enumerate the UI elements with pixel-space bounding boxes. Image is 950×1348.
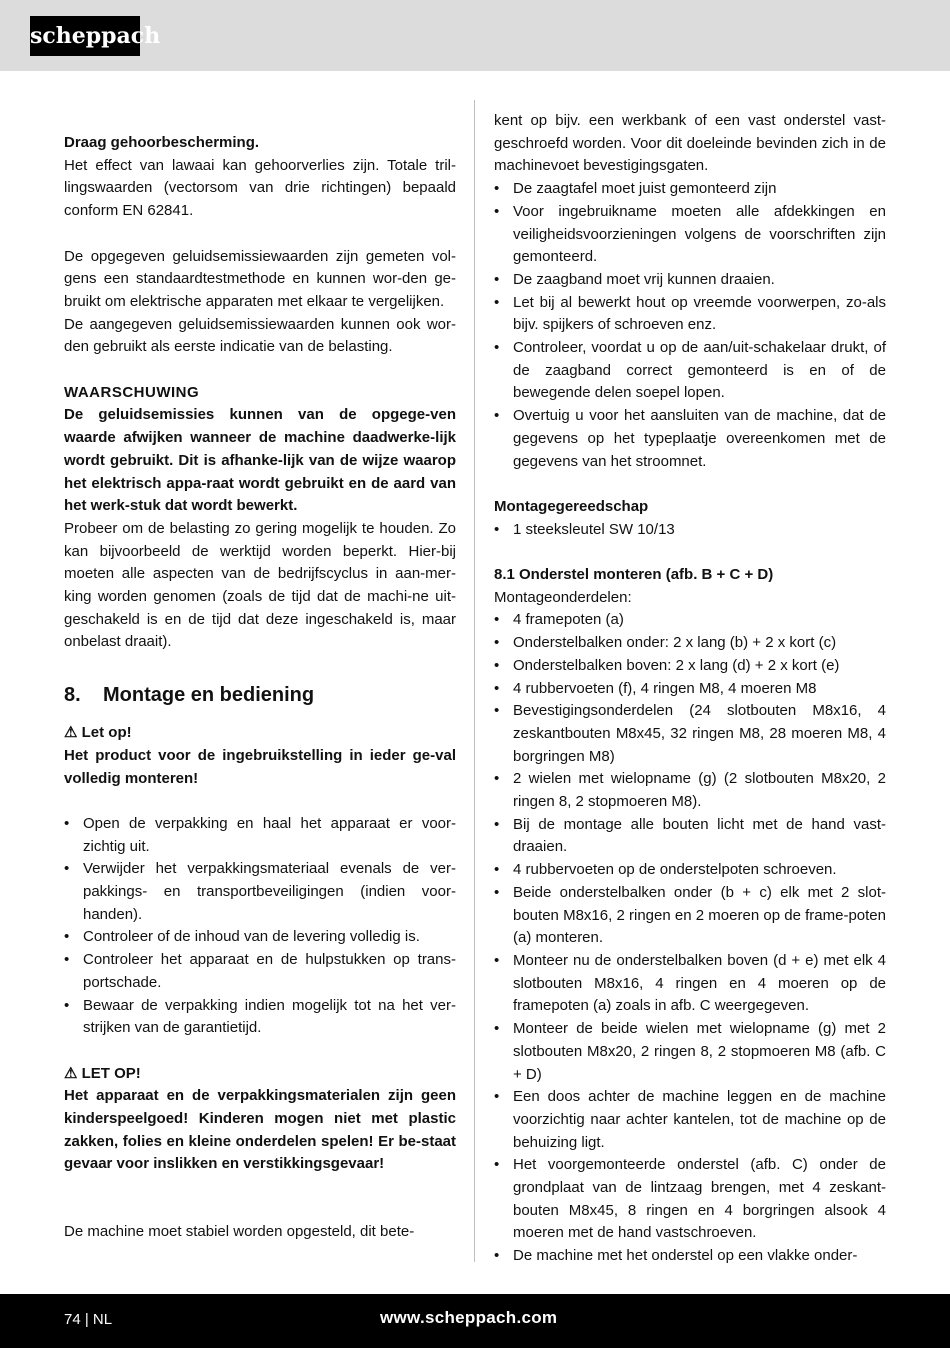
- attention-text-1: Het product voor de ingebruikstelling in ieder ge-val volledig monteren!: [64, 746, 456, 787]
- list-item: • 4 rubbervoeten op de onderstelpoten schroeven.: [494, 859, 886, 882]
- tools-list: [494, 519, 886, 542]
- unpacking-list: [64, 813, 456, 1040]
- list-item: • Beide onderstelbalken onder (b + c) elk met 2 slot-bouten M8x16, 2 ringen en 2 moeren op de frame-poten (a) monteren.: [494, 882, 886, 950]
- list-item: • Controleer, voordat u op de aan/uit-schakelaar drukt, of de zaagband correct gemonteerd is en of de bewegende delen soepel lopen.: [494, 337, 886, 405]
- section-number: 8.: [64, 684, 81, 707]
- list-item: • Controleer het apparaat en de hulpstukken op trans-portschade.: [64, 949, 456, 994]
- list-item: • Let bij al bewerkt hout op vreemde voorwerpen, zo-als bijv. spijkers of schroeven enz.: [494, 292, 886, 337]
- page-header: [0, 0, 950, 71]
- warning-text: Probeer om de belasting zo gering mogelijk te houden. Zo kan bijvoorbeeld de werktijd worden beperkt. Hier-bij moeten alle aspecten van de bedrijfscyclus in aan-mer-king worden genomen (zoals de tijd dat de machi-ne uit-geschakeld is en de tijd dat deze ingeschakeld is, maar onbelast draait).: [64, 519, 456, 651]
- warning-title: WAARSCHUWING: [64, 383, 200, 401]
- right-column: [494, 110, 886, 1268]
- left-column: [64, 132, 456, 1244]
- paragraph-stable-setup: De machine moet stabiel worden opgesteld, dit bete-: [64, 1223, 415, 1241]
- list-item: • Verwijder het verpakkingsmateriaal evenals de ver-pakkings- en transportbeveiligingen (indien voor-handen).: [64, 858, 456, 926]
- attention-title-2: ⚠ LET OP!: [64, 1064, 141, 1082]
- list-item: • Bewaar de verpakking indien mogelijk tot na het ver-strijken van de garantietijd.: [64, 995, 456, 1040]
- parts-label: Montageonderdelen:: [494, 588, 632, 606]
- list-item: • Een doos achter de machine leggen en de machine voorzichtig naar achter kantelen, tot de machine op de behuizing ligt.: [494, 1086, 886, 1154]
- list-item: • 4 framepoten (a): [494, 609, 886, 632]
- safety-checklist: [494, 178, 886, 473]
- paragraph-noise-measured: De opgegeven geluidsemissiewaarden zijn gemeten vol-gens een standaardtestmethode en kunnen wor-den ge-bruikt om elektrische apparaten met elkaar te vergelijken.: [64, 247, 456, 310]
- page-number: 74 | NL: [64, 1311, 113, 1328]
- attention-title-1: ⚠ Let op!: [64, 724, 132, 742]
- list-item: • Voor ingebruikname moeten alle afdekkingen en veiligheidsvoorzieningen volgens de voorschriften zijn gemonteerd.: [494, 201, 886, 269]
- list-item: • De zaagband moet vrij kunnen draaien.: [494, 269, 886, 292]
- warning-bold-text: De geluidsemissies kunnen van de opgege-ven waarde afwijken wanneer de machine daadwerke-lijk wordt gebruikt. Dit is afhanke-lijk van de wijze waarop het elektrisch appa-raat wordt gebruikt en de aard van het werk-stuk dat wordt bewerkt.: [64, 406, 456, 515]
- footer-url: www.scheppach.com: [380, 1308, 558, 1327]
- paragraph-noise-indication: De aangegeven geluidsemissiewaarden kunnen ook wor-den gebruikt als eerste indicatie van de belasting.: [64, 315, 456, 356]
- section-heading: [64, 682, 456, 708]
- page-footer: [0, 1294, 950, 1348]
- brand-logo: scheppach: [30, 16, 140, 56]
- list-item: • Overtuig u voor het aansluiten van de machine, dat de gegevens op het typeplaatje overeenkomen met de gegevens van het stroomnet.: [494, 405, 886, 473]
- paragraph-continued: kent op bijv. een werkbank of een vast onderstel vast-geschroefd worden. Voor dit doeleinde bevinden zich in de machinevoet bevestigingsgaten.: [494, 112, 886, 175]
- tools-heading: Montagegereedschap: [494, 497, 649, 515]
- section-title: Montage en bediening: [103, 684, 315, 707]
- list-item: • Bij de montage alle bouten licht met de hand vast-draaien.: [494, 814, 886, 859]
- column-divider: [474, 100, 475, 1262]
- list-item: • Open de verpakking en haal het apparaat er voor-zichtig uit.: [64, 813, 456, 858]
- hearing-protection-heading: Draag gehoorbescherming.: [64, 134, 260, 151]
- list-item: • Het voorgemonteerde onderstel (afb. C) onder de grondplaat van de lintzaag brengen, met 4 zeskant-bouten M8x45, 8 ringen en 4 borgringen alsook 4 moeren met de hand vastschroeven.: [494, 1154, 886, 1245]
- list-item: • Bevestigingsonderdelen (24 slotbouten M8x16, 4 zeskantbouten M8x45, 32 ringen M8, 28 moeren M8, 4 borgringen M8): [494, 700, 886, 768]
- attention-text-2: Het apparaat en de verpakkingsmaterialen zijn geen kinderspeelgoed! Kinderen mogen niet met plastic zakken, folies en kleine onderdelen spelen! Er be-staat gevaar voor inslikken en verstikkingsgevaar!: [64, 1087, 456, 1173]
- list-item: • Monteer nu de onderstelbalken boven (d + e) met elk 4 slotbouten M8x16, 4 ringen en 4 moeren op de framepoten (a) zoals in afb. C weergegeven.: [494, 950, 886, 1018]
- list-item: • De machine met het onderstel op een vlakke onder-: [494, 1245, 886, 1268]
- assembly-list: [494, 609, 886, 1267]
- list-item: • Onderstelbalken boven: 2 x lang (d) + 2 x kort (e): [494, 655, 886, 678]
- paragraph-vibration: Het effect van lawaai kan gehoorverlies zijn. Totale tril-lingswaarden (vectorsom van drie richtingen) bepaald conform EN 62841.: [64, 156, 456, 220]
- list-item: • Monteer de beide wielen met wielopname (g) met 2 slotbouten M8x20, 2 ringen 8, 2 stopmoeren M8 (afb. C + D): [494, 1018, 886, 1086]
- subsection-heading: 8.1 Onderstel monteren (afb. B + C + D): [494, 566, 774, 584]
- list-item: • De zaagtafel moet juist gemonteerd zijn: [494, 178, 886, 201]
- list-item: • 4 rubbervoeten (f), 4 ringen M8, 4 moeren M8: [494, 678, 886, 701]
- list-item: • Onderstelbalken onder: 2 x lang (b) + 2 x kort (c): [494, 632, 886, 655]
- list-item: • 2 wielen met wielopname (g) (2 slotbouten M8x20, 2 ringen 8, 2 stopmoeren M8).: [494, 768, 886, 813]
- list-item: • Controleer of de inhoud van de levering volledig is.: [64, 926, 456, 949]
- list-item: • 1 steeksleutel SW 10/13: [494, 519, 886, 542]
